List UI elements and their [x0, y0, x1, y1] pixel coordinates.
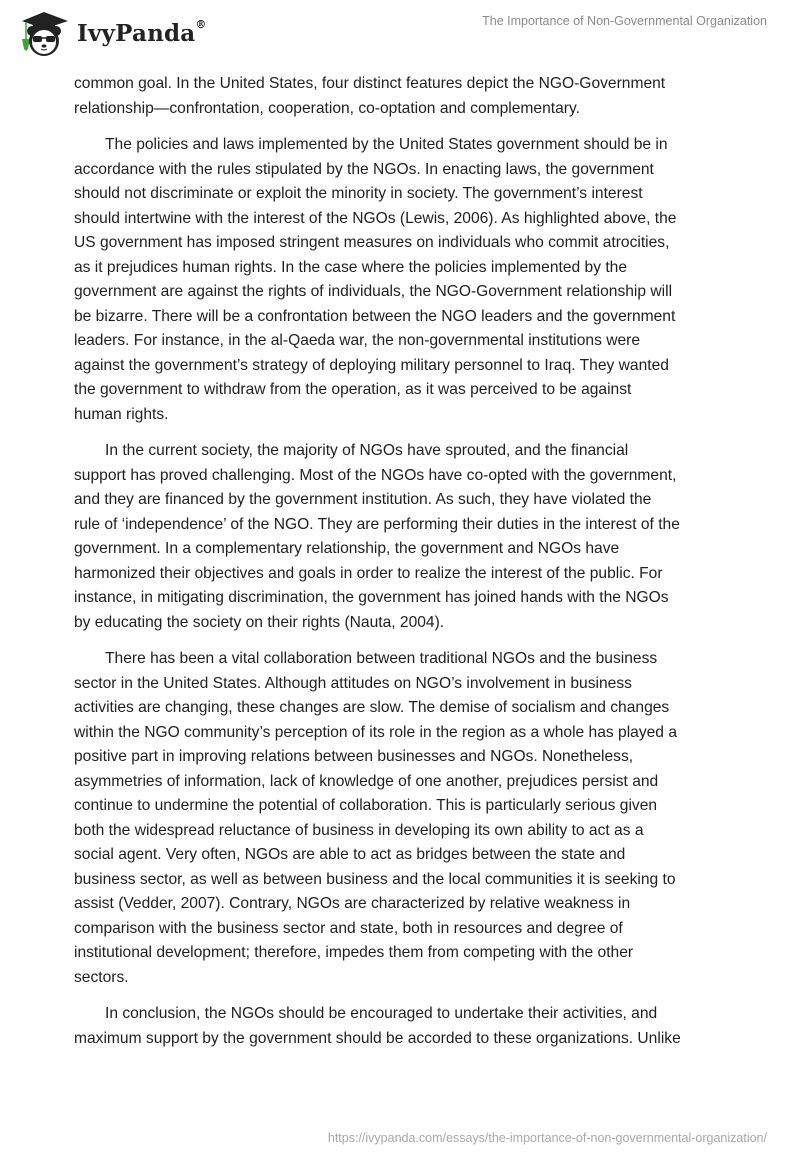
- essay-body: [74, 72, 744, 1063]
- page-header: [0, 0, 800, 60]
- text-line: In conclusion, the NGOs should be encouraged to undertake their activities, and: [105, 1005, 658, 1022]
- text-line: sector in the United States. Although attitudes on NGO’s involvement in business: [74, 674, 632, 692]
- text-line: instance, in mitigating discrimination, the government has joined hands with the NGOs: [74, 589, 669, 606]
- text-line: as it prejudices human rights. In the case where the policies implemented by the: [74, 258, 628, 276]
- brand-name-text: IvyPanda: [77, 19, 196, 47]
- text-line: common goal. In the United States, four distinct features depict the NGO-Government: [74, 75, 666, 92]
- text-line: continue to undermine the potential of collaboration. This is particularly serious given: [74, 797, 658, 814]
- brand-name: [77, 17, 207, 47]
- registered-mark: ®: [195, 17, 207, 31]
- text-line: government are against the rights of individuals, the NGO-Government relationship will: [74, 283, 673, 300]
- text-line: comparison with the business sector and state, both in resources and degree of: [74, 919, 623, 937]
- text-line: government. In a complementary relationship, the government and NGOs have: [74, 540, 620, 557]
- paragraph: [74, 439, 744, 635]
- text-line: There has been a vital collaboration between traditional NGOs and the business: [105, 650, 658, 667]
- text-line: positive part in improving relations between businesses and NGOs. Nonetheless,: [74, 748, 634, 765]
- document-title: The Importance of Non-Governmental Organization: [482, 14, 767, 28]
- text-line: leaders. For instance, in the al-Qaeda war, the non-governmental institutions were: [74, 332, 641, 349]
- text-line: activities are changing, these changes are slow. The demise of socialism and changes: [74, 699, 670, 716]
- text-line: and they are financed by the government institution. As such, they have violated the: [74, 491, 652, 508]
- paragraph: [74, 1002, 744, 1051]
- text-line: In the current society, the majority of NGOs have sprouted, and the financial: [105, 442, 629, 459]
- text-line: relationship—confrontation, cooperation, co-optation and complementary.: [74, 99, 580, 117]
- text-line: within the NGO community’s perception of its role in the region as a whole has played a: [74, 723, 677, 741]
- text-line: asymmetries of information, lack of knowledge of one another, prejudices persist and: [74, 772, 659, 790]
- brand-logo[interactable]: [16, 9, 207, 57]
- paragraph: [74, 133, 744, 427]
- text-line: be bizarre. There will be a confrontation between the NGO leaders and the government: [74, 307, 676, 325]
- text-line: rule of ‘independence’ of the NGO. They are performing their duties in the interest of the: [74, 515, 680, 533]
- text-line: the government to withdraw from the operation, as it was perceived to be against: [74, 381, 632, 398]
- paragraph: [74, 72, 744, 121]
- paragraph: [74, 647, 744, 990]
- text-line: human rights.: [74, 405, 169, 423]
- text-line: both the widespread reluctance of business in developing its own ability to act as a: [74, 821, 644, 839]
- text-line: against the government’s strategy of deploying military personnel to Iraq. They wanted: [74, 356, 669, 374]
- text-line: should not discriminate or exploit the minority in society. The government’s interest: [74, 185, 643, 202]
- text-line: by educating the society on their rights (Nauta, 2004).: [74, 613, 445, 631]
- text-line: institutional development; therefore, impedes them from competing with the other: [74, 944, 634, 961]
- text-line: assist (Vedder, 2007). Contrary, NGOs are characterized by relative weakness in: [74, 895, 631, 912]
- text-line: US government has imposed stringent measures on individuals who commit atrocities,: [74, 234, 670, 251]
- text-line: accordance with the rules stipulated by the NGOs. In enacting laws, the government: [74, 160, 654, 178]
- text-line: business sector, as well as between business and the local communities it is seeking to: [74, 870, 676, 888]
- text-line: maximum support by the government should be accorded to these organizations. Unlike: [74, 1029, 681, 1047]
- text-line: sectors.: [74, 968, 129, 986]
- source-url[interactable]: https://ivypanda.com/essays/the-importance-of-non-governmental-organization/: [327, 1131, 767, 1145]
- text-line: social agent. Very often, NGOs are able to act as bridges between the state and: [74, 846, 626, 863]
- panda-graduate-icon: [16, 9, 72, 57]
- text-line: harmonized their objectives and goals in order to realize the interest of the public. For: [74, 564, 663, 582]
- text-line: support has proved challenging. Most of the NGOs have co-opted with the government,: [74, 466, 677, 484]
- text-line: should intertwine with the interest of the NGOs (Lewis, 2006). As highlighted above, the: [74, 209, 677, 227]
- text-line: The policies and laws implemented by the United States government should be in: [105, 136, 668, 153]
